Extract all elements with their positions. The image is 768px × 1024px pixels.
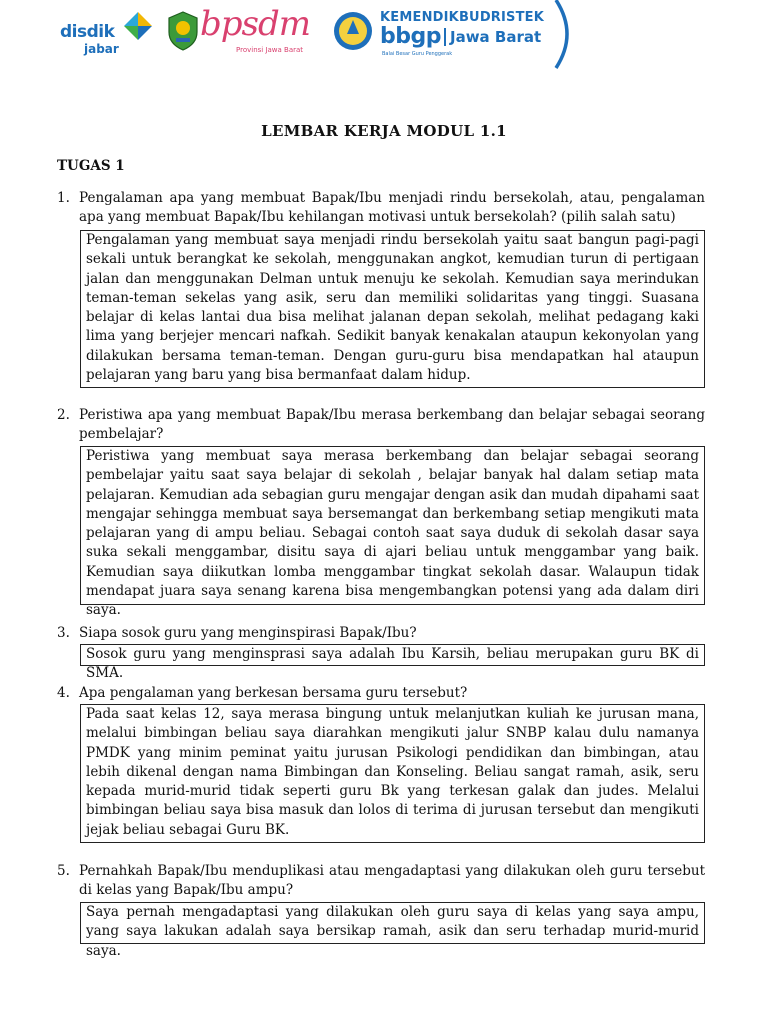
kemendikbudristek-bbgp-logo [332,4,582,64]
bbgp-logo-text: bbgp [380,24,441,49]
question-number: 3. [57,625,70,641]
question-2 [57,406,705,444]
bpsdm-logo-text: bpsdm [200,4,310,44]
question-number: 1. [57,190,70,206]
answer-box-3: Sosok guru yang menginsprasi saya adalah Ibu Karsih, beliau merupakan guru BK di SMA. [80,644,705,666]
kemendikbudristek-logo-text: KEMENDIKBUDRISTEK [380,10,545,25]
question-text: Apa pengalaman yang berkesan bersama guru tersebut? [79,685,468,701]
question-text: Siapa sosok guru yang menginspirasi Bapak/Ibu? [79,625,417,641]
question-number: 5. [57,863,70,879]
question-number: 4. [57,685,70,701]
tut-wuri-handayani-emblem-icon [332,10,374,52]
question-text: Pernahkah Bapak/Ibu menduplikasi atau mengadaptasi yang dilakukan oleh guru tersebut di kelas yang Bapak/Ibu ampu? [79,863,705,898]
question-5 [57,862,705,900]
answer-box-2: Peristiwa yang membuat saya merasa berkembang dan belajar sebagai seorang pembelajar yaitu saat saya belajar di sekolah , belajar banyak hal dalam setiap mata pelajaran. Kemudian ada sebagian guru mengajar dengan asik dan mudah dipahami saat mengajar sehingga membuat saya bersemangat dan berkembang setiap mengikuti mata pelajaran yang di ampu beliau. Sebagai contoh saat saya duduk di sekolah dasar saya suka sekali menggambar, disitu saya di ajari beliau untuk menggambar yang baik. Kemudian saya diikutkan lomba menggambar tingkat sekolah dasar. Walaupun tidak mendapat juara saya senang karena bisa mengembangkan potensi yang ada dalam diri saya. [80,446,705,605]
question-text: Pengalaman apa yang membuat Bapak/Ibu menjadi rindu bersekolah, atau, pengalaman apa yang membuat Bapak/Ibu kehilangan motivasi untuk bersekolah? (pilih salah satu) [79,190,705,225]
question-4 [57,684,705,703]
section-heading: TUGAS 1 [57,158,125,174]
question-text: Peristiwa apa yang membuat Bapak/Ibu merasa berkembang dan belajar sebagai seorang pembelajar? [79,407,705,442]
document-title: LEMBAR KERJA MODUL 1.1 [261,122,507,140]
blue-arc-decoration-icon [554,0,576,70]
answer-box-5: Saya pernah mengadaptasi yang dilakukan oleh guru saya di kelas yang saya ampu, yang saya lakukan adalah saya bersikap ramah, asik dan seru terhadap murid-murid saya. [80,902,705,944]
question-number: 2. [57,407,70,423]
bbgp-tagline: Balai Besar Guru Penggerak [382,51,453,57]
west-java-emblem-icon [166,10,200,52]
question-3 [57,624,705,643]
jabar-logo-text: jabar [84,42,119,56]
disdik-logo-icon [120,8,156,42]
bpsdm-logo [166,6,316,60]
answer-box-1: Pengalaman yang membuat saya menjadi rindu bersekolah yaitu saat bangun pagi-pagi sekali untuk berangkat ke sekolah, menggunakan angkot, kemudian turun di pertigaan jalan dan menggunakan Delman untuk menuju ke sekolah. Kemudian saya merindukan teman-teman sekelas yang asik, seru dan memiliki solidaritas yang tinggi. Suasana belajar di kelas lantai dua bisa melihat jalanan depan sekolah, melihat pedagang kaki lima yang berjejer mencari nafkah. Sedikit banyak kenakalan ataupun kekonyolan yang dilakukan bersama teman-teman. Dengan guru-guru bisa mendapatkan hal ataupun pelajaran yang baru yang bisa bermanfaat dalam hidup. [80,230,705,388]
bpsdm-logo-subtitle: Provinsi Jawa Barat [236,46,304,54]
disdik-jabar-logo [60,8,160,58]
jawa-barat-logo-text: Jawa Barat [444,28,541,46]
header [0,0,768,70]
question-1 [57,189,705,227]
answer-box-4: Pada saat kelas 12, saya merasa bingung untuk melanjutkan kuliah ke jurusan mana, melalui bimbingan beliau saya diarahkan mengikuti jalur SNBP kalau dulu namanya PMDK yang minim peminat yaitu jurusan Psikologi pendidikan dan bimbingan, atau lebih dikenal dengan nama Bimbingan dan Konseling. Beliau sangat ramah, asik, seru kepada murid-murid tidak seperti guru Bk yang terkesan galak dan judes. Melalui bimbingan beliau saya bisa masuk dan lolos di terima di jurusan tersebut dan mengikuti jejak beliau sebagai Guru BK. [80,704,705,843]
disdik-logo-text: disdik [60,22,115,42]
